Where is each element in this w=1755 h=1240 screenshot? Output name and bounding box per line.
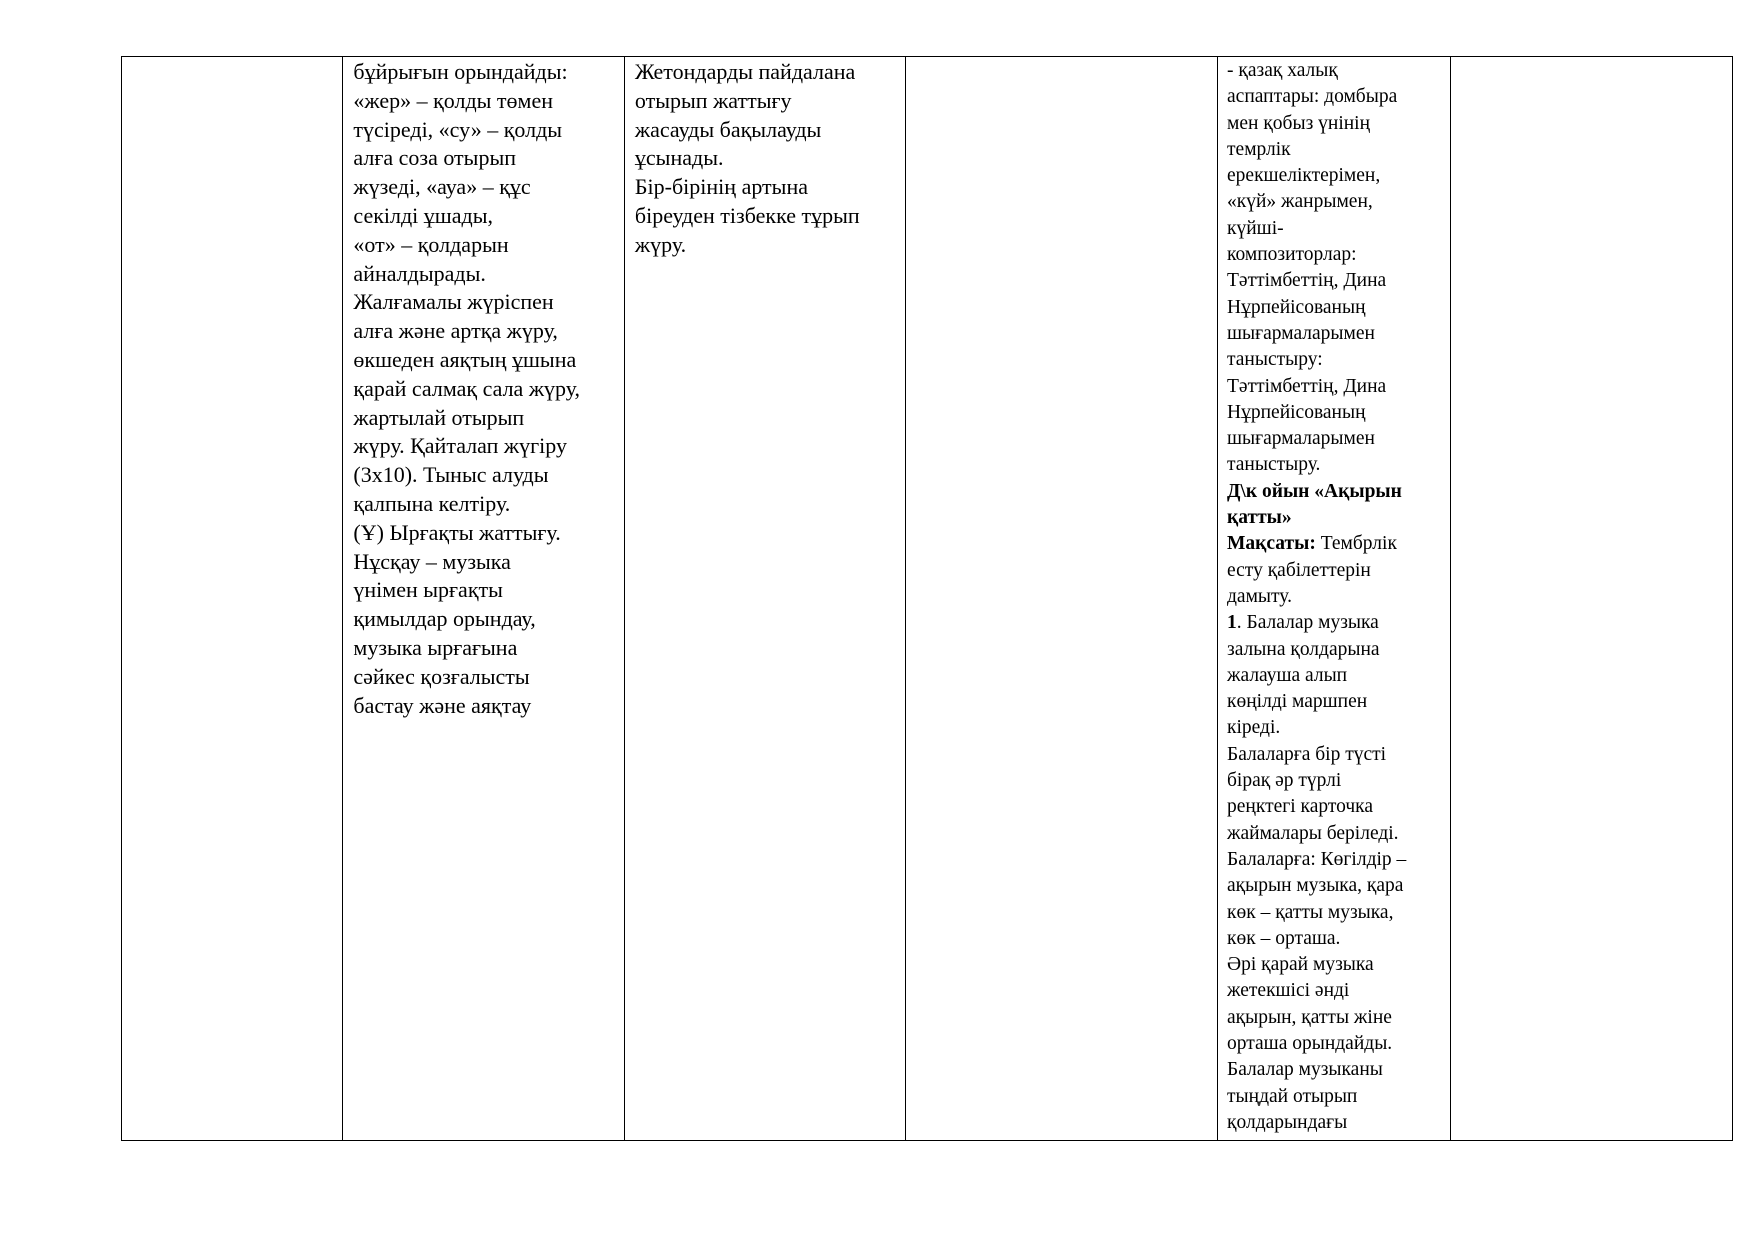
text-line [1227, 216, 1442, 242]
table-cell-col5 [1218, 57, 1451, 1141]
text-line [1227, 295, 1442, 321]
regular-text: таныстыру. [1227, 454, 1321, 476]
lesson-plan-table [121, 56, 1733, 1141]
text-line [1227, 768, 1442, 794]
text-line [1227, 111, 1442, 137]
bold-text: 1 [1227, 612, 1237, 634]
text-line: (3х10). Тыныс алуды [353, 462, 549, 488]
text-line [1227, 58, 1442, 84]
table-cell-col3 [624, 57, 906, 1141]
text-line [1227, 873, 1442, 899]
text-line [1227, 374, 1442, 400]
text-line: Бір-бірінің артына [634, 174, 808, 200]
regular-text: «күй» жанрымен, [1227, 191, 1373, 213]
text-line: айналдырады. [353, 260, 486, 286]
bold-text: Мақсаты: [1227, 533, 1316, 555]
regular-text: дамыту. [1227, 585, 1292, 607]
text-line: жүзеді, «ауа» – құс [353, 174, 531, 200]
text-line [1227, 1031, 1442, 1057]
text-line [1227, 137, 1442, 163]
regular-text: таныстыру: [1227, 349, 1323, 371]
text-line: «жер» – қолды төмен [353, 87, 554, 113]
regular-text: . Балалар музыка [1236, 612, 1379, 634]
text-line: Жетондарды пайдалана [634, 59, 856, 84]
text-line: қарай салмақ сала жүру, [353, 375, 581, 401]
text-line [1227, 268, 1442, 294]
regular-text: Балалар музыканы [1227, 1059, 1383, 1081]
text-line: жүру. [634, 231, 687, 257]
text-line [1227, 715, 1442, 741]
text-line [1227, 584, 1442, 610]
cell-text-col2 [343, 57, 624, 720]
regular-text: есту қабілеттерін [1227, 559, 1371, 581]
text-line: түсіреді, «су» – қолды [353, 116, 563, 142]
text-line [1227, 479, 1442, 505]
regular-text: реңктегі карточка [1227, 796, 1374, 818]
text-line: алға соза отырып [353, 145, 517, 171]
text-line: жүру. Қайталап жүгіру [353, 433, 567, 459]
regular-text: Тембрлік [1315, 533, 1397, 555]
regular-text: залына қолдарына [1227, 638, 1380, 660]
text-line [1227, 347, 1442, 373]
text-line: өкшеден аяқтың ұшына [353, 346, 577, 372]
text-line: «от» – қолдарын [353, 231, 509, 257]
text-line [1227, 1084, 1442, 1110]
text-line [1227, 531, 1442, 557]
regular-text: көк – орташа. [1227, 927, 1341, 949]
text-line [1227, 1110, 1442, 1136]
text-line [1227, 610, 1442, 636]
regular-text: Нұрпейісованың [1227, 296, 1366, 318]
regular-text: Тәттімбеттің, Дина [1227, 270, 1387, 292]
regular-text: ақырын музыка, қара [1227, 875, 1404, 897]
text-line [1227, 321, 1442, 347]
regular-text: Тәттімбеттің, Дина [1227, 375, 1387, 397]
regular-text: ерекшеліктерімен, [1227, 165, 1381, 187]
text-line [1227, 637, 1442, 663]
bold-text: қатты» [1227, 507, 1292, 529]
text-line: отырып жаттығу [634, 87, 792, 113]
table-cell-col1 [122, 57, 343, 1141]
text-line [1227, 663, 1442, 689]
table-cell-col4 [906, 57, 1218, 1141]
text-line: біреуден тізбекке тұрып [634, 202, 860, 228]
text-line [1227, 821, 1442, 847]
text-line: жартылай отырып [353, 404, 525, 430]
regular-text: ақырын, қатты жіне [1227, 1006, 1392, 1028]
cell-text-col5 [1218, 57, 1450, 1136]
regular-text: композиторлар: [1227, 244, 1357, 266]
regular-text: Нұрпейісованың [1227, 401, 1366, 423]
text-line [1227, 1005, 1442, 1031]
text-line: ұсынады. [634, 145, 724, 171]
text-line [1227, 558, 1442, 584]
text-line [1227, 847, 1442, 873]
regular-text: мен қобыз үнінің [1227, 112, 1371, 134]
regular-text: тыңдай отырып [1227, 1085, 1358, 1107]
regular-text: бірақ әр түрлі [1227, 770, 1342, 792]
regular-text: жалауша алып [1227, 664, 1348, 686]
text-line [1227, 426, 1442, 452]
text-line [1227, 742, 1442, 768]
text-line: Нұсқау – музыка [353, 548, 511, 574]
text-line [1227, 1057, 1442, 1083]
text-line [1227, 163, 1442, 189]
text-line: бұйрығын орындайды: [353, 59, 568, 84]
text-line: бастау және аяқтау [353, 692, 532, 718]
text-line: (Ұ) Ырғақты жаттығу. [353, 519, 561, 545]
text-line [1227, 978, 1442, 1004]
text-line [1227, 926, 1442, 952]
regular-text: темрлік [1227, 138, 1291, 160]
text-line [1227, 84, 1442, 110]
regular-text: жетекшісі әнді [1227, 980, 1350, 1002]
regular-text: жаймалары беріледі. [1227, 822, 1399, 844]
text-line [1227, 505, 1442, 531]
text-line [1227, 400, 1442, 426]
text-line: секілді ұшады, [353, 202, 493, 228]
text-line: алға және артқа жүру, [353, 318, 558, 344]
text-line [1227, 794, 1442, 820]
text-line [1227, 952, 1442, 978]
text-line: сәйкес қозғалысты [353, 663, 530, 689]
text-line [1227, 689, 1442, 715]
text-line: жасауды бақылауды [634, 116, 822, 142]
regular-text: қолдарындағы [1227, 1111, 1348, 1133]
text-line: қалпына келтіру. [353, 490, 511, 516]
table-cell-col2 [343, 57, 625, 1141]
text-line [1227, 452, 1442, 478]
regular-text: күйші- [1227, 217, 1284, 239]
cell-text-col3 [625, 57, 906, 260]
regular-text: шығармаларымен [1227, 322, 1375, 344]
text-line: музыка ырғағына [353, 634, 518, 660]
text-line [1227, 900, 1442, 926]
regular-text: кіреді. [1227, 717, 1281, 739]
bold-text: Д\к ойын «Ақырын [1227, 480, 1402, 502]
text-line: үнімен ырғақты [353, 577, 503, 603]
text-line [1227, 242, 1442, 268]
regular-text: шығармаларымен [1227, 428, 1375, 450]
regular-text: аспаптары: домбыра [1227, 86, 1398, 108]
regular-text: Балаларға бір түсті [1227, 743, 1387, 765]
regular-text: орташа орындайды. [1227, 1032, 1393, 1054]
regular-text: көк – қатты музыка, [1227, 901, 1394, 923]
text-line [1227, 189, 1442, 215]
text-line: Жалғамалы жүріспен [353, 289, 554, 315]
regular-text: - қазақ халық [1227, 60, 1338, 81]
text-line: қимылдар орындау, [353, 606, 536, 632]
regular-text: көңілді маршпен [1227, 691, 1368, 713]
table-row [122, 57, 1733, 1141]
regular-text: Балаларға: Көгілдір – [1227, 848, 1407, 870]
regular-text: Әрі қарай музыка [1227, 954, 1374, 976]
table-cell-col6 [1451, 57, 1733, 1141]
